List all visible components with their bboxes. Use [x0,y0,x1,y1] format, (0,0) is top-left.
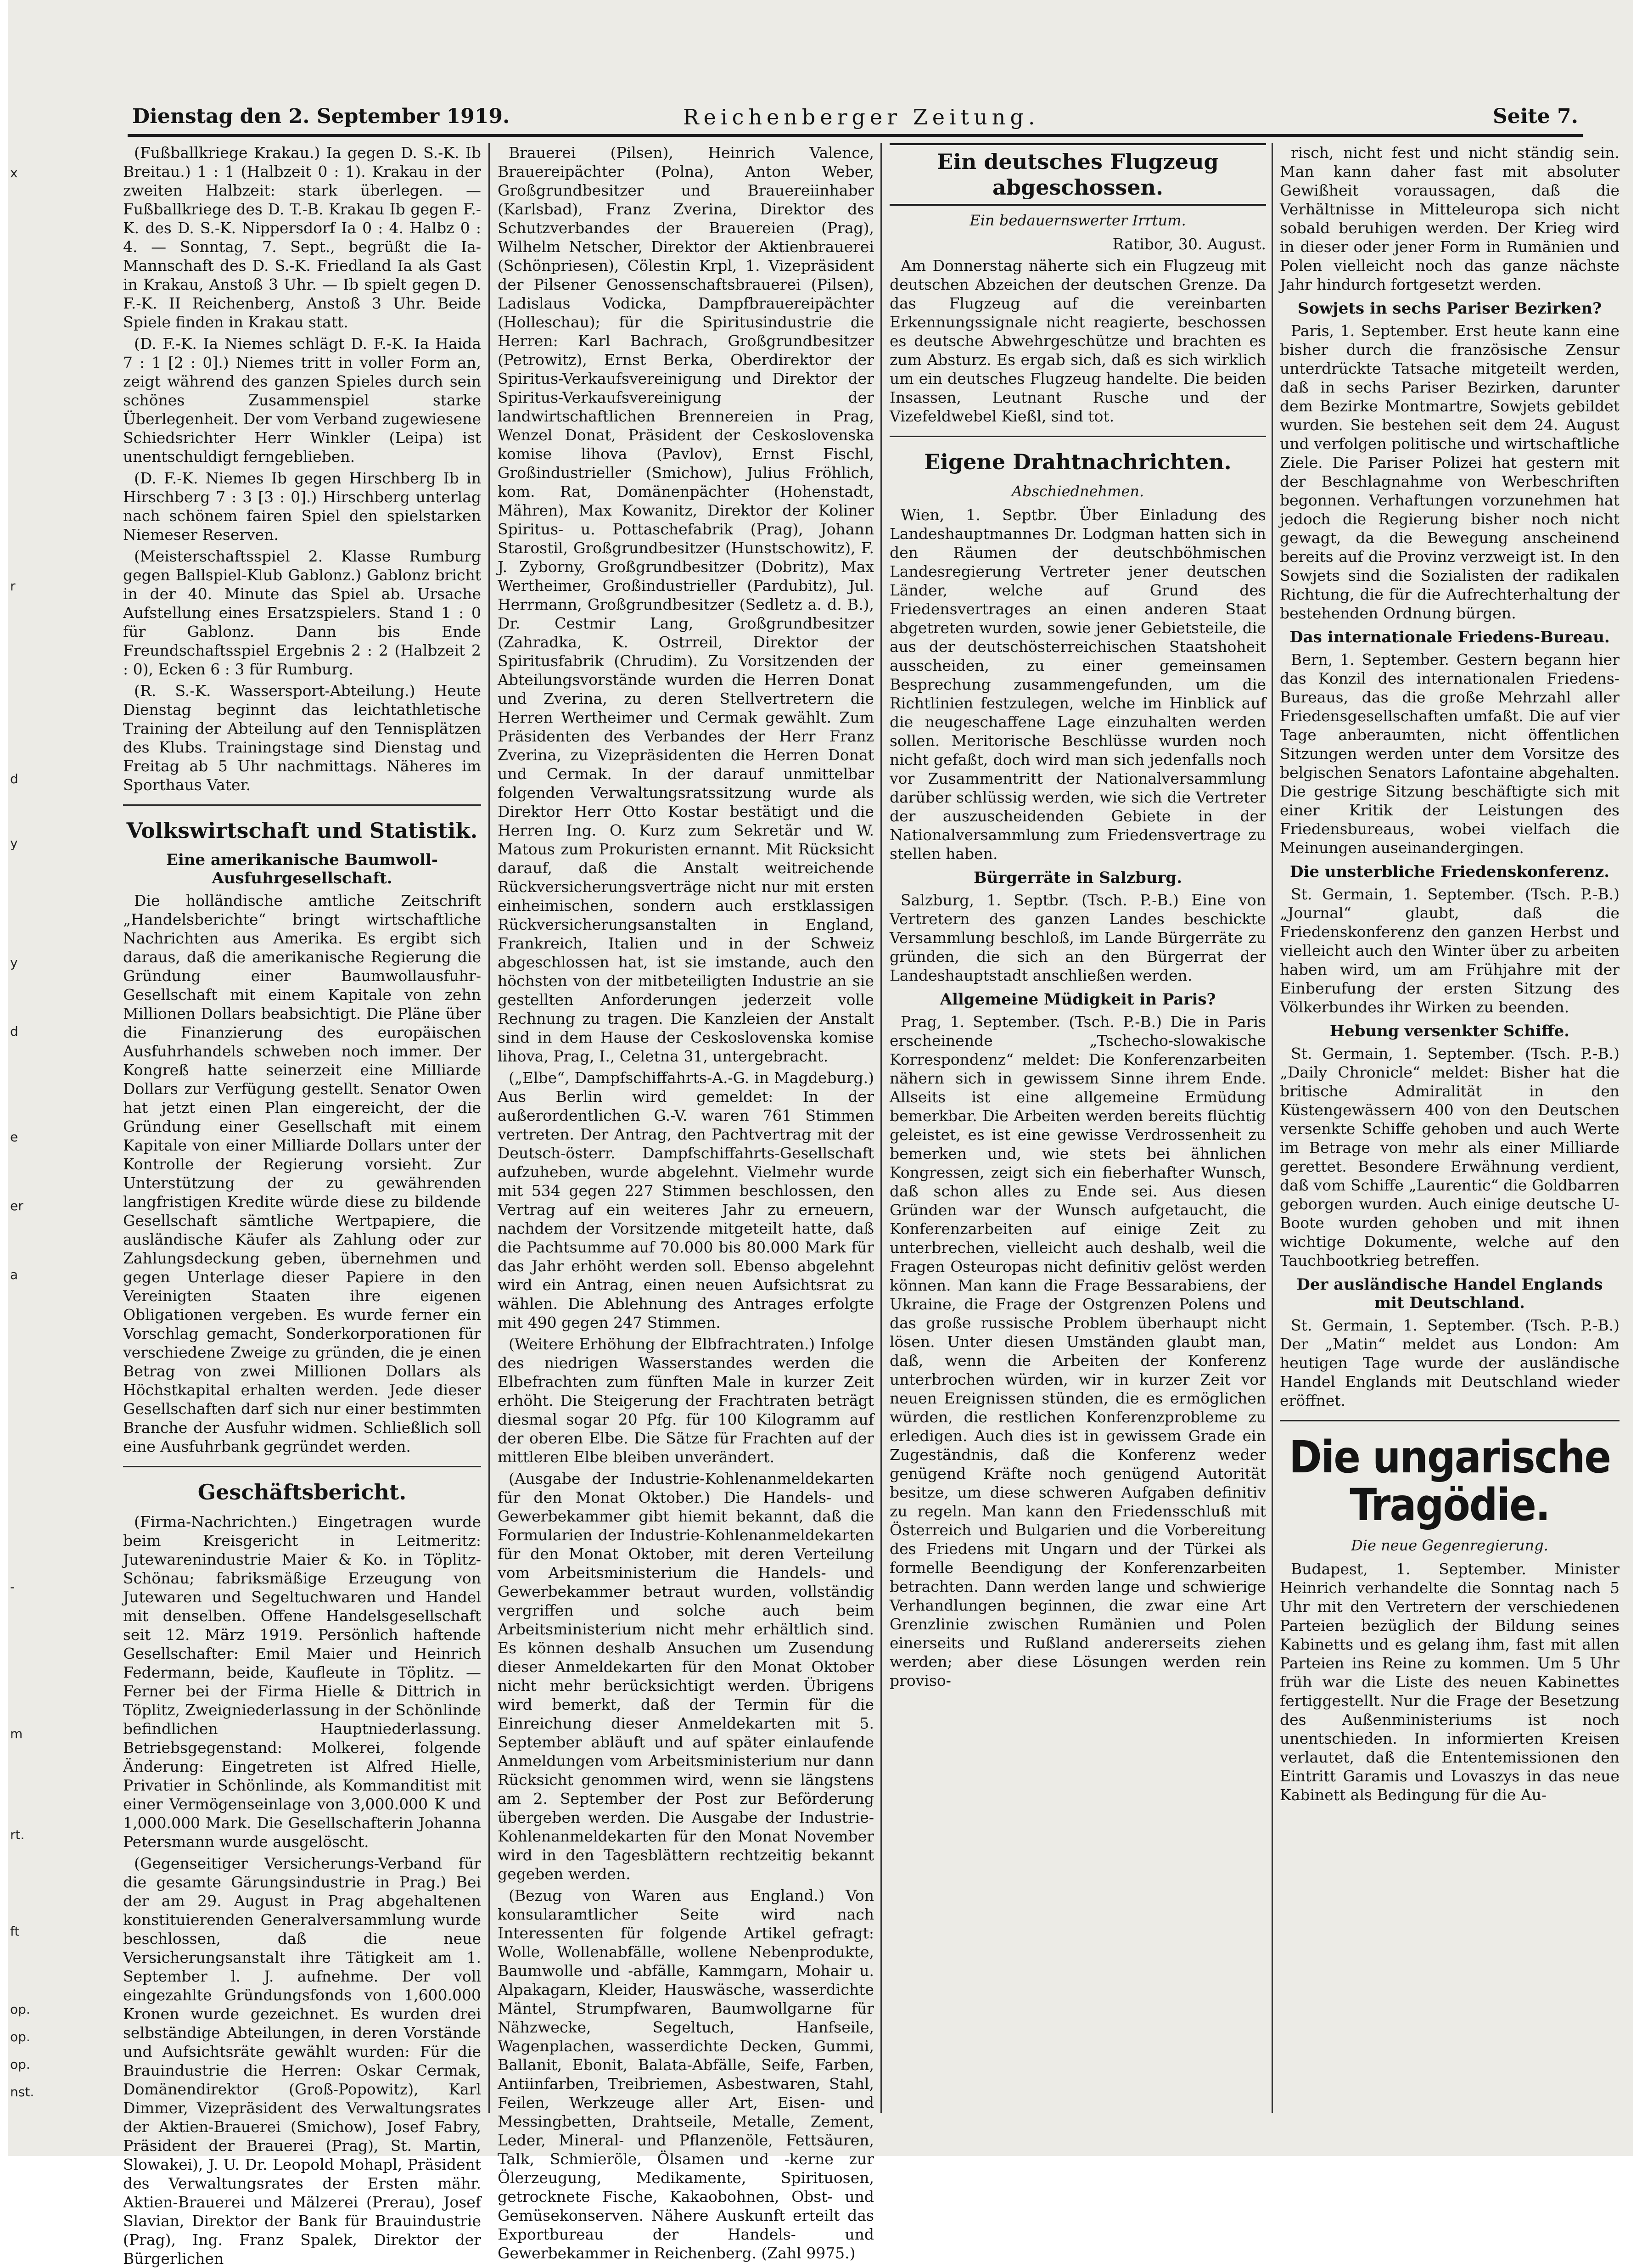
section-heading: Volkswirtschaft und Statistik. [126,818,478,843]
edge-letter: d [10,1024,18,1039]
article-paragraph: Paris, 1. September. Erst heute kann eine bisher durch die französische Zensur unterdrückte Tatsache mitgeteilt werden, daß in sechs Pariser Bezirken, darunter dem Bezirke Montmartre, Sowjets gebildet wurden. Sie bestehen seit dem 24. August und verfolgen politische und wirtschaftliche Ziele. Die Pariser Polizei hat gestern mit der Beschlagnahme von Werbeschriften begonnen. Verhaftungen vorzunehmen hat jedoch die Regierung bisher noch nicht gewagt, da die Bewegung anscheinend bereits auf die Provinz verzweigt ist. In den Sowjets sind die Sozialisten der radikalen Richtung, die für die Aufrechterhaltung der bestehenden Ordnung bürgen. [1280,322,1620,622]
column-2 [498,143,874,2262]
article-paragraph: Brauerei (Pilsen), Heinrich Valence, Brauereipächter (Polna), Anton Weber, Großgrundbesitzer und Brauereiinhaber (Karlsbad), Franz Zverina, Direktor des Schutzverbandes der Brauereien (Prag), Wilhelm Netscher, Direktor der Aktienbrauerei (Schönpriesen), Cölestin Krpl, 1. Vizepräsident der Pilsener Genossenschaftsbrauerei (Pilsen), Ladislaus Vodicka, Dampfbrauereipächter (Holleschau); für die Spiritusindustrie die Herren: Karl Bachrach, Großgrundbesitzer (Petrowitz), Ernst Berka, Oberdirektor der Spiritus-Verkaufsvereinigung und Direktor der Spiritus-Verkaufsvereinigung der landwirtschaftlichen Brennereien in Prag, Wenzel Donat, Präsident der Ceskoslovenska komise lihova (Pavlov), Ernst Fischl, Großindustrieller (Smichow), Julius Fröhlich, kom. Rat, Domänenpächter (Hohenstadt, Mähren), Max Kowanitz, Direktor der Koliner Spiritus- u. Pottaschefabrik (Prag), Johann Starostil, Großgrundbesitzer (Hunstschowitz), F. J. Zyborny, Großgrundbesitzer (Dobritz), Max Wertheimer, Großindustrieller (Pardubitz), Jul. Herrmann, Großgrundbesitzer (Sedletz a. d. B.), Dr. Cestmir Lang, Großgrundbesitzer (Zahradka, K. Ostrreil, Direktor der Spiritusfabrik (Chrudim). Zu Vorsitzenden der Abteilungsvorstände wurden die Herren Donat und Zverina, zu deren Stellvertretern die Herren Wertheimer und Cermak gewählt. Zum Präsidenten des Verbandes der Herr Franz Zverina, zu Vizepräsidenten die Herren Donat und Cermak. In der darauf unmittelbar folgenden Verwaltungsratssitzung wurde als Direktor Herr Otto Kostar bestätigt und die Herren Ing. O. Kurz zum Sekretär und W. Matous zum Prokuristen ernannt. Mit Rücksicht darauf, daß die Anstalt weitreichende Rückversicherungsverträge nicht nur mit ersten einheimischen, sondern auch erstklassigen Rückversicherungsanstalten in England, Frankreich, Italien und in der Schweiz abgeschlossen hat, ist sie imstande, auch den höchsten von der mitbeteiligten Industrie an sie gestellten Anforderungen jederzeit volle Rechnung zu tragen. Die Kanzleien der Anstalt sind in dem Hause der Ceskoslovenska komise lihova, Prag, I., Celetna 31, untergebracht. [498,144,874,1065]
edge-letter: op. [10,2029,30,2044]
edge-letter: y [10,955,18,970]
section-heading: Eigene Drahtnachrichten. [924,449,1232,474]
section-heading: Geschäftsbericht. [197,1480,407,1505]
article-paragraph: (Firma-Nachrichten.) Eingetragen wurde beim Kreisgericht in Leitmeritz: Jutewarenindustrie Maier & Ko. in Töplitz-Schönau; fabriksmäßige Erzeugung von Jutewaren und Segeltuchwaren und Handel mit denselben. Offene Handelsgesellschaft seit 12. März 1919. Persönlich haftende Gesellschafter: Emil Maier und Heinrich Federmann, beide, Kaufleute in Töplitz. — Ferner bei der Firma Hielle & Dittrich in Töplitz, Zweigniederlassung in der Schönlinde befindlichen Hauptniederlassung. Betriebsgegenstand: Molkerei, folgende Änderung: Eingetreten ist Alfred Hielle, Privatier in Schönlinde, als Kommanditist mit einer Vermögenseinlage von 3,000.000 K und 1,000.000 Mark. Die Gesellschafterin Johanna Petersmann wurde ausgelöscht. [123,1513,481,1851]
article-paragraph: Prag, 1. September. (Tsch. P.-B.) Die in Paris erscheinende „Tschecho-slowakische Korrespondenz“ meldet: Die Konferenzarbeiten nähern sich in gewissem Sinne ihrem Ende. Allseits ist eine allgemeine Ermüdung bemerkbar. Die Arbeiten werden bereits flüchtig geleistet, es ist eine gewisse Verdrossenheit zu bemerken und, wie stets bei ähnlichen Kongressen, zeigt sich ein fieberhafter Wunsch, daß schon alles zu Ende sei. Aus diesen Gründen war der Wunsch aufgetaucht, die Konferenzarbeiten auf einige Zeit zu unterbrechen, vielleicht auch deshalb, weil die Fragen Osteuropas nicht definitiv gelöst werden können. Man kann die Frage Bessarabiens, der Ukraine, die Frage der Ostgrenzen Polens und das große russische Problem überhaupt nicht lösen. Unter diesen Umständen glaubt man, daß, wenn die Arbeiten der Konferenz unterbrochen würden, wir in kurzer Zeit vor neuen Ereignissen stünden, die es ermöglichen würden, die restlichen Konferenzprobleme zu erledigen. Auch dies ist in gewissem Grade ein Zugeständnis, daß die Konferenz weder genügend Kräfte noch genügend Autorität besitze, um diese schweren Aufgaben definitiv zu regeln. Man kann den Friedensschluß mit Österreich und Bulgarien und die Vorbereitung des Friedens mit Ungarn und der Türkei als formelle Beendigung der Konferenzarbeiten betrachten. Dann werden lange und schwierige Verhandlungen beginnen, die zwar eine Art Grenzlinie zwischen Rumänien und Polen einerseits und Rußland andererseits ziehen werden; aber diese Lösungen werden rein proviso- [890,1013,1266,1690]
article-paragraph: (Fußballkriege Krakau.) Ia gegen D. S.-K. Ib Breitau.) 1 : 1 (Halbzeit 0 : 1). Krakau in der zweiten Halbzeit: stark überlegen. — Fußballkriege des D. T.-B. Krakau Ib gegen F.-K. des D. S.-K. Nippersdorf Ia 0 : 4. Halbz 0 : 4. — Sonntag, 7. Sept., begrüßt die Ia-Mannschaft des D. S.-K. Friedland Ia als Gast in Krakau, Anstoß 3 Uhr. — Ib spielt gegen D. F.-K. II Reichenberg, Anstoß 3 Uhr. Beide Spiele finden in Krakau statt. [123,144,481,331]
adjacent-page-edge [8,83,36,2103]
article-paragraph: (R. S.-K. Wassersport-Abteilung.) Heute Dienstag beginnt das leichtathletische Training der Abteilung auf den Tennisplätzen des Klubs. Trainingstage sind Dienstag und Freitag ab 5 Uhr nachmittags. Näheres im Sporthaus Vater. [123,682,481,794]
newspaper-title: Reichenberger Zeitung. [683,105,1040,129]
issue-date: Dienstag den 2. September 1919. [132,105,510,128]
column-3 [890,143,1266,2113]
article-paragraph: (Bezug von Waren aus England.) Von konsularamtlicher Seite wird nach Interessenten für folgende Artikel gefragt: Wolle, Wollenabfälle, wollene Nebenprodukte, Baumwolle und -abfälle, Kammgarn, Mohair u. Alpakagarn, Kleider, Hauswäsche, wasserdichte Mäntel, Strumpfwaren, Baumwollgarne für Nähzwecke, Segeltuch, Hanfseile, Wagenplachen, wasserdichte Decken, Gummi, Ballanit, Ebonit, Balata-Abfälle, Seife, Farben, Antiinfarben, Treibriemen, Asbestwaren, Stahl, Feilen, Werkzeuge aller Art, Eisen- und Messingbetten, Drahtseile, Metalle, Zement, Leder, Mineral- und Pflanzenöle, Fettsäuren, Talk, Schmieröle, Ölsamen und -kerne zur Ölerzeugung, Medikamente, Spirituosen, getrocknete Fische, Kakaobohnen, Obst- und Gemüsekonserven. Nähere Auskunft erteilt das Exportbureau der Handels- und Gewerbekammer in Reichenberg. (Zahl 9975.) [498,1886,874,2262]
article-paragraph: (Meisterschaftsspiel 2. Klasse Rumburg gegen Ballspiel-Klub Gablonz.) Gablonz bricht in der 40. Minute das Spiel ab. Ursache Aufstellung eines Ersatzspielers. Stand 1 : 0 für Gablonz. Dann bis Ende Freundschaftsspiel Ergebnis 2 : 2 (Halbzeit 2 : 0), Ecken 6 : 3 für Rumburg. [123,547,481,678]
article-subheading: Abschiednehmen. [1011,483,1144,500]
article-paragraph: St. Germain, 1. September. (Tsch. P.-B.) „Daily Chronicle“ meldet: Bisher hat die britische Admiralität in den Küstengewässern 400 von den Deutschen versenkte Schiffe gehoben und auch Werte im Betrage von mehr als einer Milliarde gerettet. Besondere Erwähnung verdient, daß vom Schiffe „Laurentic“ die Goldbarren geborgen wurden. Auch einige deutsche U-Boote wurden gehoben und mit ihnen wichtige Dokumente, welche auf den Tauchbootkrieg betreffen. [1280,1044,1620,1269]
article-paragraph: (Gegenseitiger Versicherungs-Verband für die gesamte Gärungsindustrie in Prag.) Bei der am 29. August in Prag abgehaltenen konstituierenden Generalversammlung wurde beschlossen, daß die neue Versicherungsanstalt ihre Tätigkeit am 1. September l. J. aufnehme. Der voll eingezahlte Gründungsfonds von 1,600.000 Kronen wurde gezeichnet. Es wurden drei selbständige Abteilungen, in deren Vorstände und Aufsichtsräte gewählt wurden: Für die Brauindustrie die Herren: Oskar Cermak, Domänendirektor (Groß-Popowitz), Karl Dimmer, Vizepräsident des Verwaltungsrates der Aktien-Brauerei (Smichow), Josef Fabry, Präsident der Brauerei (Prag), St. Martin, Slowakei), J. U. Dr. Leopold Mohapl, Präsident des Verwaltungsrates der Ersten mähr. Aktien-Brauerei und Mälzerei (Prerau), Josef Slavian, Direktor der Bank für Brauindustrie (Prag), Ing. Franz Spalek, Direktor der Bürgerlichen [123,1854,481,2268]
article-paragraph: Die holländische amtliche Zeitschrift „Handelsberichte“ bringt wirtschaftliche Nachrichten aus Amerika. Es ergibt sich daraus, daß die amerikanische Regierung die Gründung einer Baumwollausfuhr-Gesellschaft mit einem Kapitale von zehn Millionen Dollars beabsichtigt. Die Pläne über die Finanzierung des europäischen Ausfuhrhandels schweben noch immer. Der Kongreß hatte seinerzeit eine Milliarde Dollars zur Verfügung gestellt. Senator Owen hat jetzt einen Plan eingereicht, der die Gründung einer Gesellschaft mit einem Kapitale von einer Milliarde Dollars unter der Kontrolle der Regierung vorsieht. Zur Unterstützung der zu gewährenden langfristigen Kredite würde diese zu bildende Gesellschaft sämtliche Wertpapiere, die ausländische Käufer als Zahlung oder zur Zahlungsdeckung geben, übernehmen und gegen Unterlage dieser Papiere in den Vereinigten Staaten ihre eigenen Obligationen vergeben. Es wurde ferner ein Vorschlag gemacht, Sonderkorporationen für verschiedene Zweige zu gründen, die je einen Betrag von zwei Millionen Dollars als Höchstkapital erhalten werden. Jede dieser Gesellschaften darf sich nur einer bestimmten Branche der Ausfuhr widmen. Schließlich soll eine Ausfuhrbank gegründet werden. [123,892,481,1455]
article-paragraph: (Weitere Erhöhung der Elbfrachtraten.) Infolge des niedrigen Wasserstandes werden die Elbefrachten zum fünften Male in kurzer Zeit erhöht. Die Steigerung der Frachtraten beträgt diesmal sogar 20 Pfg. für 100 Kilogramm auf der oberen Elbe. Die Sätze für Frachten auf der mittleren Elbe bleiben unverändert. [498,1335,874,1466]
edge-letter: er [10,1198,23,1213]
column-4 [1280,143,1620,2113]
column-divider [1272,143,1273,2113]
edge-letter: a [10,1267,18,1282]
edge-letter: m [10,1726,23,1741]
newspaper-page [8,0,1633,2268]
column-1 [123,143,481,2268]
article-heading: Allgemeine Müdigkeit in Paris? [940,990,1216,1009]
article-paragraph: (Ausgabe der Industrie-Kohlenanmeldekarten für den Monat Oktober.) Die Handels- und Gewerbekammer gibt hiemit bekannt, daß die Formularien der Industrie-Kohlenanmeldekarten für den Monat Oktober, mit deren Verteilung vom Arbeitsministerium die Handels- und Gewerbekammer betraut wurden, vollständig vergriffen und solche auch beim Arbeitsministerium nicht mehr erhältlich sind. Es können deshalb Ansuchen um Zusendung dieser Anmeldekarten für den Monat Oktober nicht mehr berücksichtigt werden. Übrigens wird bemerkt, daß der Termin für die Einreichung dieser Anmeldekarten mit 5. September abläuft und auf später einlaufende Anmeldungen vom Arbeitsministerium nur dann Rücksicht genommen wird, wenn sie längstens am 2. September der Post zur Beförderung übergeben werden. Die Ausgabe der Industrie-Kohlenanmeldekarten für den Monat November wird in den Tagesblättern rechtzeitig bekannt gegeben werden. [498,1470,874,1883]
article-paragraph: (D. F.-K. Niemes Ib gegen Hirschberg Ib in Hirschberg 7 : 3 [3 : 0].) Hirschberg unterlag nach schönem fairen Spiel den spielstarken Niemeser Reserven. [123,469,481,544]
section-rule [123,1466,481,1467]
article-paragraph: Salzburg, 1. Septbr. (Tsch. P.-B.) Eine von Vertretern des ganzen Landes beschickte Versammlung beschloß, im Lande Bürgerräte zu gründen, die sich an den Bürgerrat der Landeshauptstadt anschließen werden. [890,891,1266,984]
edge-letter: ft [10,1924,20,1939]
edge-letter: op. [10,2002,30,2017]
article-heading: Hebung versenkter Schiffe. [1329,1022,1570,1040]
article-paragraph: risch, nicht fest und nicht ständig sein. Man kann daher fast mit absoluter Gewißheit voraussagen, daß die Verhältnisse in Mitteleuropa sich nicht sobald beruhigen werden. Der Krieg wird in dieser oder jener Form in Rumänien und Polen vielleicht noch das ganze nächste Jahr hindurch fortgesetzt werden. [1280,144,1620,293]
article-heading: Das internationale Friedens-Bureau. [1289,628,1610,646]
edge-letter: d [10,771,18,786]
article-paragraph: St. Germain, 1. September. (Tsch. P.-B.) „Journal“ glaubt, daß die Friedenskonferenz den ganzen Herbst und vielleicht auch den Winter über zu arbeiten haben wird, um am Frühjahre mit der Einberufung der ersten Sitzung des Völkerbundes ihr Wirken zu beenden. [1280,885,1620,1016]
header-rule [128,134,1583,137]
edge-letter: e [10,1129,18,1145]
section-rule [1280,1420,1620,1421]
article-subheading: Ein bedauernswerter Irrtum. [970,212,1186,229]
dateline: Ratibor, 30. August. [1112,235,1266,253]
article-heading: Sowjets in sechs Pariser Bezirken? [1297,299,1602,318]
section-rule [890,436,1266,437]
edge-letter: r [10,578,16,594]
edge-letter: y [10,836,18,851]
article-heading-box [890,143,1266,206]
page-number: Seite 7. [1492,105,1578,128]
article-heading: Die unsterbliche Friedenskonferenz. [1289,863,1610,881]
article-paragraph: Wien, 1. Septbr. Über Einladung des Landeshauptmannes Dr. Lodgman hatten sich in den Räumen der deutschböhmischen Landesregierung Vertreter jener deutschen Länder, welche auf Grund des Friedensvertrages an einen anderen Staat abgetreten wurden, sowie jener Gebietsteile, die aus der deutschösterreichischen Staatshoheit ausscheiden, zu einer gemeinsamen Besprechung zusammengefunden, um die Richtlinien festzulegen, welche im Hinblick auf die neugeschaffene Lage einzuhalten werden sollen. Meritorische Beschlüsse wurden noch nicht gefaßt, doch wird man sich jedenfalls noch vor Zusammentritt der Nationalversammlung darüber schlüssig werden, wie sich die Vertreter der auszuscheidenden Gebiete in der Nationalversammlung zum Friedensvertrage zu stellen haben. [890,506,1266,863]
article-paragraph: St. Germain, 1. September. (Tsch. P.-B.) Der „Matin“ meldet aus London: Am heutigen Tage wurde der ausländische Handel Englands mit Deutschland wieder eröffnet. [1280,1316,1620,1409]
article-paragraph: Am Donnerstag näherte sich ein Flugzeug mit deutschen Abzeichen der deutschen Grenze. Da das Flugzeug auf die vereinbarten Erkennungssignale nicht reagierte, beschossen es deutsche Abwehrgeschütze und brachten es zum Absturz. Es ergab sich, daß es sich wirklich um ein deutsches Flugzeug handelte. Die beiden Insassen, Leutnant Rusche und der Vizefeldwebel Kießl, sind tot. [890,257,1266,425]
article-heading: Eine amerikanische Baumwoll-Ausfuhrgesellschaft. [166,851,438,887]
edge-letter: nst. [10,2084,34,2100]
article-paragraph: („Elbe“, Dampfschiffahrts-A.-G. in Magdeburg.) Aus Berlin wird gemeldet: In der außerordentlichen G.-V. waren 761 Stimmen vertreten. Der Antrag, den Pachtvertrag mit der Deutsch-österr. Dampfschiffahrts-Gesellschaft aufzuheben, wurde abgelehnt. Vielmehr wurde mit 534 gegen 227 Stimmen beschlossen, den Vertrag auf ein weiteres Jahr zu erneuern, nachdem der Vorsitzende mitgeteilt hatte, daß die Pachtsumme auf 70.000 bis 80.000 Mark für das Jahr erhöht werden soll. Ebenso abgelehnt wird ein Antrag, einen neuen Aufsichtsrat zu wählen. Die Ablehnung des Antrages erfolgte mit 490 gegen 247 Stimmen. [498,1069,874,1331]
column-divider [880,143,882,2113]
article-heading: Ein deutsches Flugzeug abgeschossen. [937,149,1219,200]
article-heading: Der ausländische Handel Englands mit Deutschland. [1296,1275,1603,1312]
edge-letter: x [10,165,18,180]
article-heading: Bürgerräte in Salzburg. [973,869,1182,887]
section-rule [123,804,481,806]
section-heading: Die ungarische Tragödie. [1289,1432,1610,1531]
column-divider [488,143,490,2113]
article-paragraph: (D. F.-K. Ia Niemes schlägt D. F.-K. Ia Haida 7 : 1 [2 : 0].) Niemes tritt in voller Form an, zeigt während des ganzen Spieles durch sein schönes Zusammenspiel starke Überlegenheit. Der vom Verband zugewiesene Schiedsrichter Herr Winkler (Leipa) ist unentschuldigt ferngeblieben. [123,335,481,466]
article-paragraph: Budapest, 1. September. Minister Heinrich verhandelte die Sonntag nach 5 Uhr mit den Vertretern der verschiedenen Parteien bezüglich der Bildung seines Kabinetts und es gelang ihm, fast mit allen Parteien ins Reine zu kommen. Um 5 Uhr früh war die Liste des neuen Kabinettes fertiggestellt. Nur die Frage der Besetzung des Außenministeriums ist noch unentschieden. In informierten Kreisen verlautet, daß die Ententemissionen den Eintritt Garamis und Lovaszys in das neue Kabinett als Bedingung für die Au- [1280,1560,1620,1804]
edge-letter: - [10,1579,15,1594]
edge-letter: op. [10,2057,30,2072]
article-paragraph: Bern, 1. September. Gestern begann hier das Konzil des internationalen Friedens-Bureaus, das die große Mehrzahl aller Friedensgesellschaften umfaßt. Die auf vier Tage anberaumten, nicht öffentlichen Sitzungen werden unter dem Vorsitze des belgischen Senators Lafontaine abgehalten. Die gestrige Sitzung beschäftigte sich mit einer Kritik der Leistungen des Friedensbureaus, wobei vielfach die Meinungen auseinandergingen. [1280,651,1620,857]
edge-letter: rt. [10,1827,25,1842]
article-subheading: Die neue Gegenregierung. [1351,1537,1548,1554]
